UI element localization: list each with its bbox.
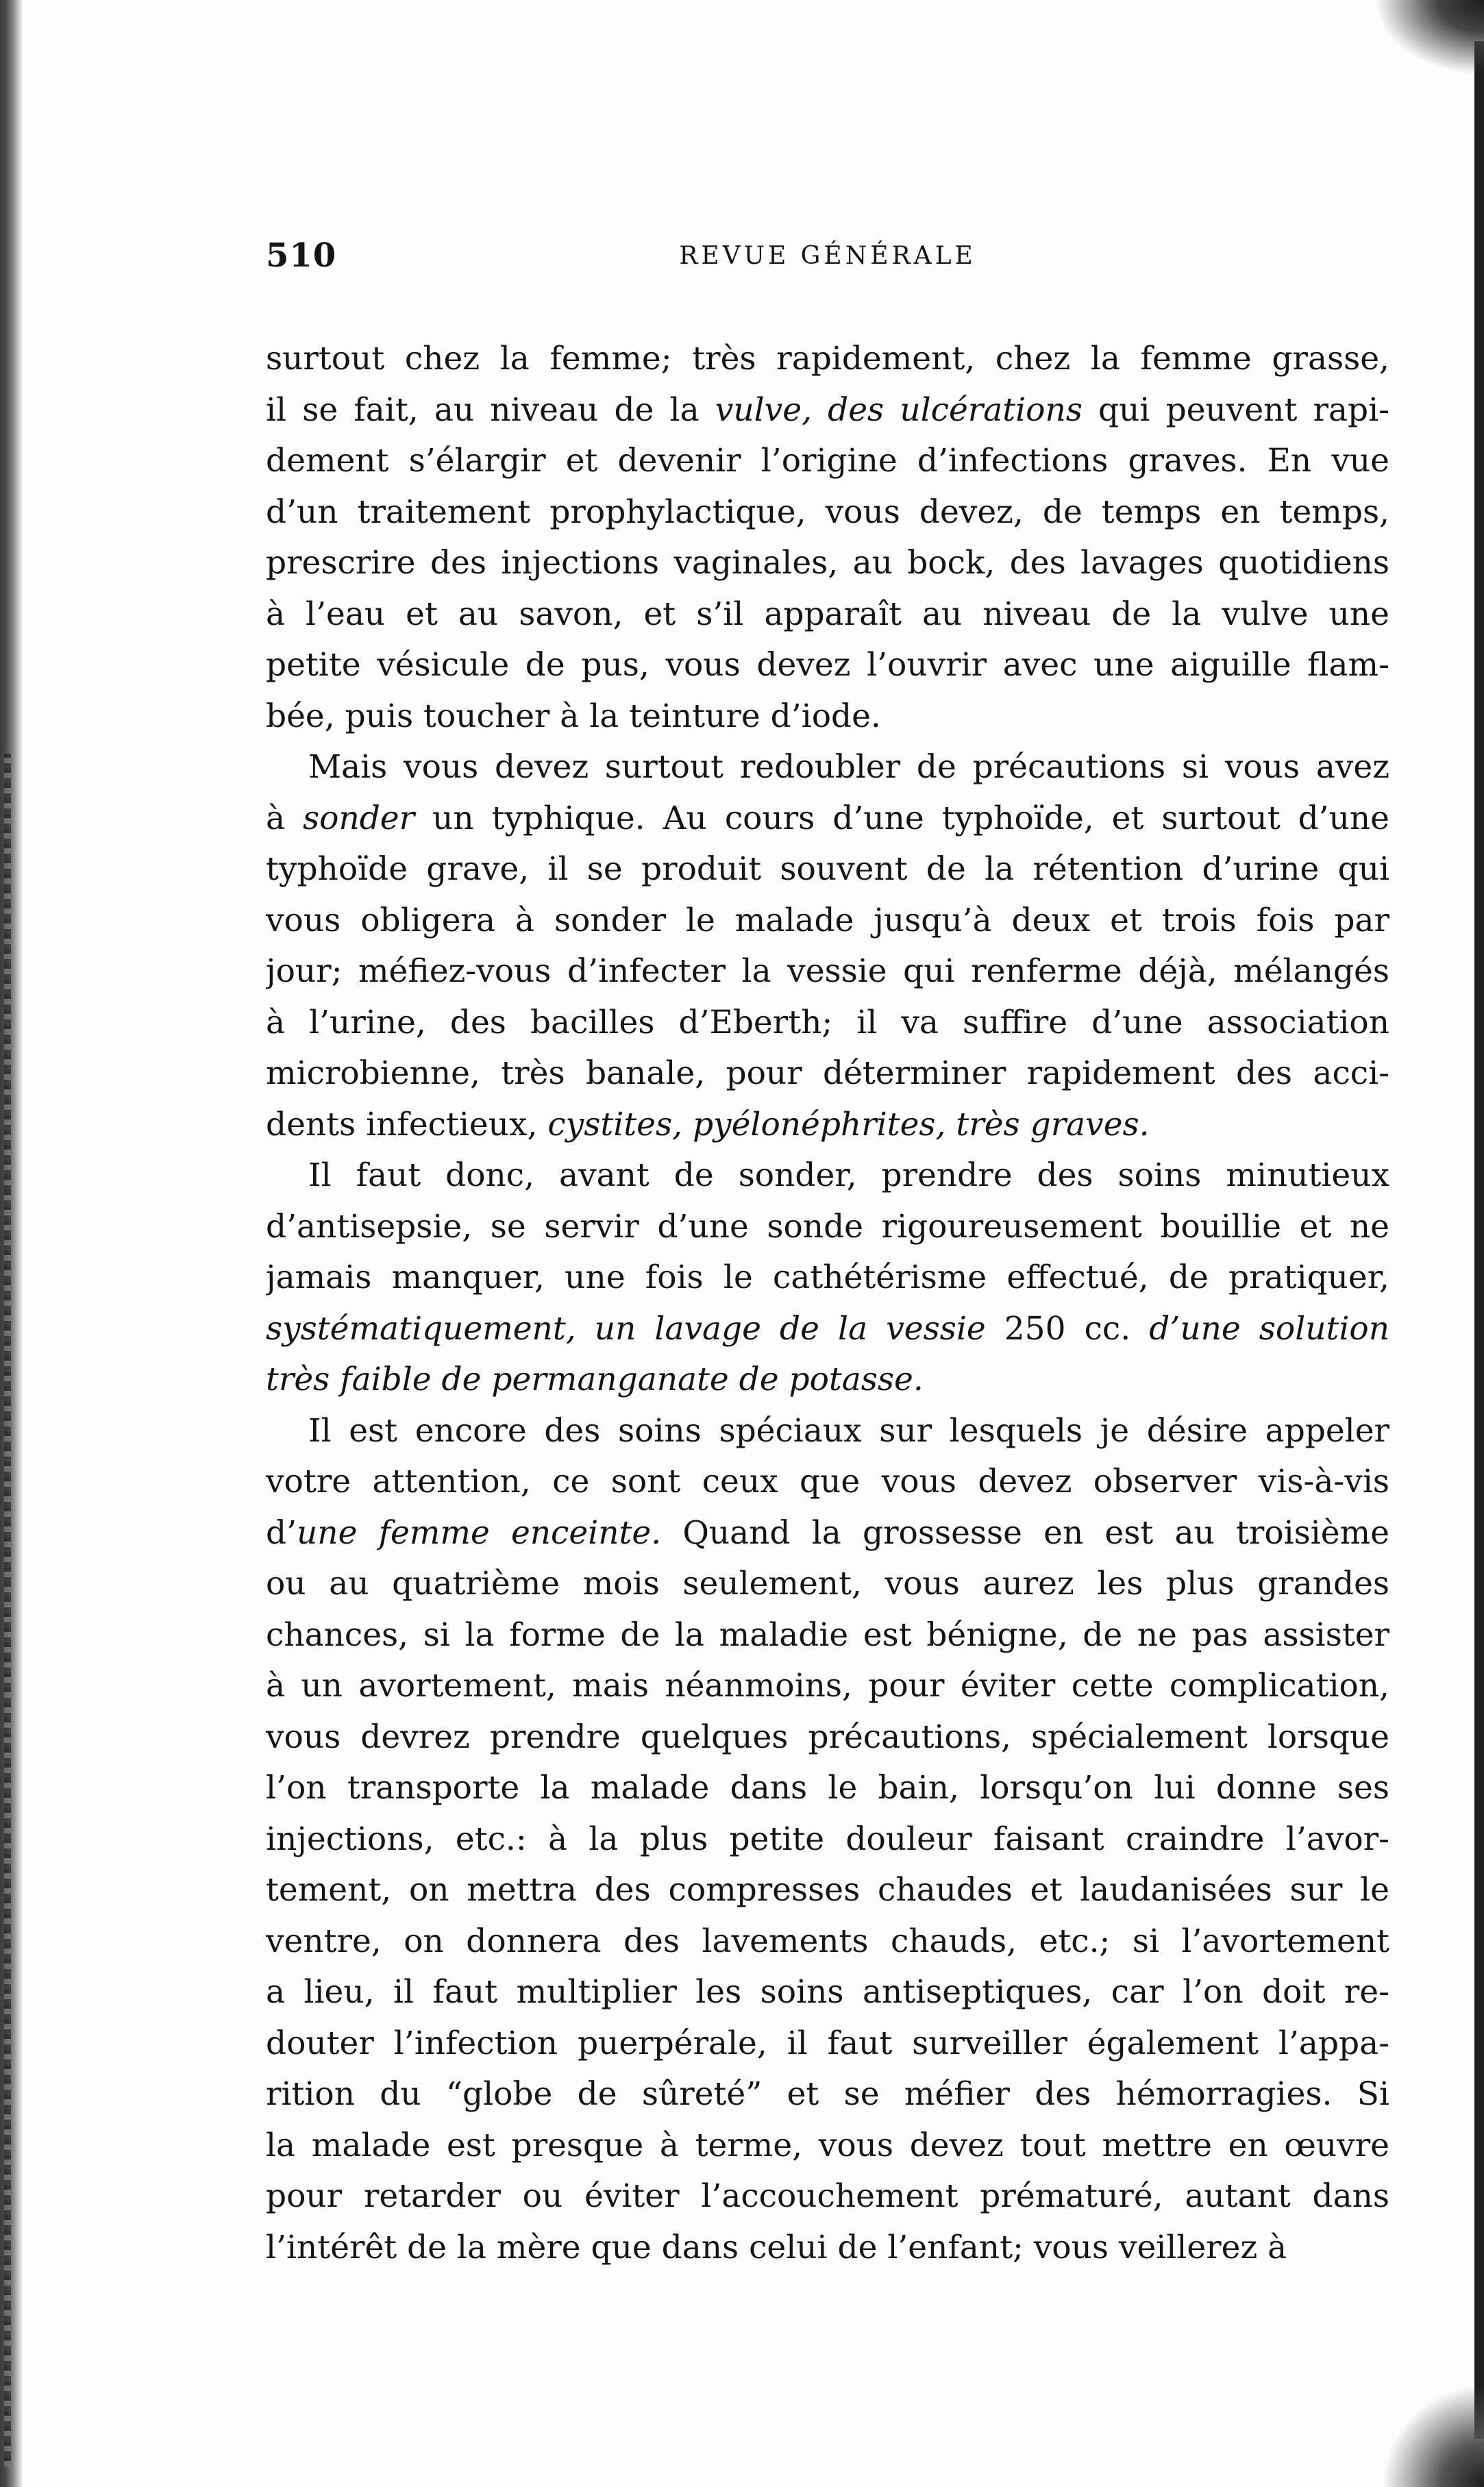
text-line: d’un traitement prophylactique, vous devez, de temps en temps, (266, 493, 1389, 531)
page-header (266, 236, 1389, 291)
bottom-corner-shadow (1381, 2384, 1484, 2487)
text-line: à sonder un typhique. Au cours d’une typhoïde, et surtout d’une (266, 799, 1389, 837)
text-line: typhoïde grave, il se produit souvent de la rétention d’urine qui (266, 850, 1389, 888)
page-number: 510 (266, 236, 337, 275)
text-line: il se fait, au niveau de la vulve, des ulcérations qui peuvent rapi- (266, 391, 1389, 429)
text-line: tement, on mettra des compresses chaudes et laudanisées sur le (266, 1871, 1389, 1909)
text-line: systématiquement, un lavage de la vessie 250 cc. d’une solution (266, 1309, 1389, 1348)
text-line: dents infectieux, cystites, pyélonéphrites, très graves. (266, 1105, 1150, 1143)
text-line: à l’eau et au savon, et s’il apparaît au niveau de la vulve une (266, 595, 1389, 633)
text-line: la malade est presque à terme, vous devez tout mettre en œuvre (266, 2126, 1389, 2164)
text-line: bée, puis toucher à la teinture d’iode. (266, 697, 881, 735)
text-line: microbienne, très banale, pour déterminer rapidement des acci- (266, 1054, 1389, 1092)
text-line: Il est encore des soins spéciaux sur lesquels je désire appeler (308, 1411, 1389, 1450)
text-line: jamais manquer, une fois le cathétérisme effectué, de pratiquer, (266, 1259, 1389, 1296)
text-line: douter l’infection puerpérale, il faut surveiller également l’appa- (266, 2024, 1389, 2062)
text-line: rition du “globe de sûreté” et se méfier des hémorragies. Si (266, 2075, 1389, 2113)
text-line: jour; méfiez-vous d’infecter la vessie qui renferme déjà, mélangés (266, 952, 1389, 990)
text-line: à un avortement, mais néanmoins, pour éviter cette complication, (266, 1667, 1389, 1705)
text-line: Il faut donc, avant de sonder, prendre des soins minutieux (308, 1156, 1389, 1194)
text-line: dement s’élargir et devenir l’origine d’infections graves. En vue (266, 442, 1389, 480)
text-line: ventre, on donnera des lavements chauds, etc.; si l’avortement (266, 1922, 1389, 1960)
text-line: l’intérêt de la mère que dans celui de l’enfant; vous veillerez à (266, 2228, 1287, 2266)
text-line: prescrire des injections vaginales, au bock, des lavages quotidiens (266, 544, 1389, 582)
text-line: vous obligera à sonder le malade jusqu’à deux et trois fois par (266, 901, 1389, 939)
text-line: d’une femme enceinte. Quand la grossesse en est au troisième (266, 1513, 1389, 1552)
text-line: vous devrez prendre quelques précautions, spécialement lorsque (266, 1718, 1389, 1756)
text-line: pour retarder ou éviter l’accouchement prématuré, autant dans (266, 2177, 1389, 2215)
text-line: a lieu, il faut multiplier les soins antiseptiques, car l’on doit re- (266, 1973, 1389, 2011)
text-line: très faible de permanganate de potasse. (266, 1361, 924, 1398)
text-line: surtout chez la femme; très rapidement, chez la femme grasse, (266, 340, 1389, 378)
text-line: injections, etc.: à la plus petite douleur faisant craindre l’avor- (266, 1820, 1389, 1858)
right-edge-shadow (1474, 41, 1484, 2439)
text-line: petite vésicule de pus, vous devez l’ouvrir avec une aiguille flam- (266, 646, 1389, 684)
body-text (266, 334, 1389, 2273)
text-line: d’antisepsie, se servir d’une sonde rigoureusement bouillie et ne (266, 1207, 1389, 1246)
text-line: chances, si la forme de la maladie est bénigne, de ne pas assister (266, 1616, 1389, 1654)
text-line: Mais vous devez surtout redoubler de précautions si vous avez (308, 748, 1389, 786)
text-line: l’on transporte la malade dans le bain, lorsqu’on lui donne ses (266, 1769, 1389, 1807)
running-title: REVUE GÉNÉRALE (679, 242, 976, 270)
text-line: votre attention, ce sont ceux que vous devez observer vis-à-vis (266, 1463, 1389, 1500)
text-line: ou au quatrième mois seulement, vous aurez les plus grandes (266, 1565, 1389, 1603)
text-line: à l’urine, des bacilles d’Eberth; il va suffire d’une association (266, 1003, 1389, 1041)
top-corner-shadow (1374, 0, 1484, 75)
binding-speckle (4, 754, 11, 2466)
